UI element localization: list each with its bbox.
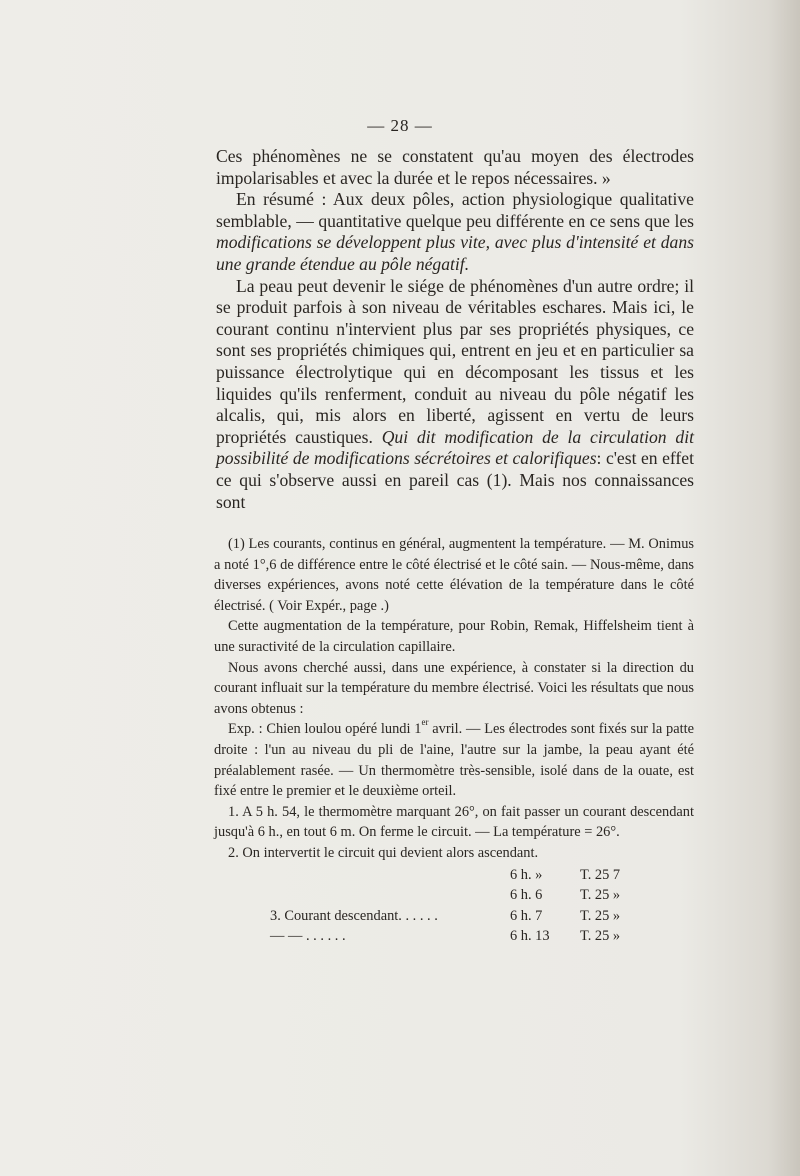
footnote <box>214 534 694 947</box>
footnote-4-end: avril. — Les électrodes sont fixés sur la patte droite : l'un au niveau du pli de l'aine, l'autre sur la jambe, la peau ayant été préalablement rasée. — Un thermomètre très-sensible, isolé dans de la ouate, est fixé entre le premier et le deuxième orteil. <box>214 721 694 800</box>
paragraph-3-text: La peau peut devenir le siége de phénomènes d'un autre ordre; il se produit parfois à son niveau de véritables eschares. Mais ici, le courant continu n'intervient plus par ses propriétés physiques, ce sont ses propriétés chimiques qui, entrent en jeu et en particulier sa puissance électrolytique qui en décomposant les tissus et les liquides qu'ils renferment, conduit au niveau du pôle négatif les alcalis, qui, mis alors en liberté, agissent en vertu de leurs propriétés caustiques. <box>216 275 694 447</box>
footnote-1: (1) Les courants, continus en général, augmentent la température. — M. Onimus a noté 1°,6 de différence entre le côté électrisé et le côté sain. — Nous-même, dans diverses expériences, avons noté cette élévation de la température dans le côté électrisé. ( Voir Expér., page .) <box>214 536 694 614</box>
footnote-2: Cette augmentation de la température, pour Robin, Remak, Hiffelsheim tient à une suractivité de la circulation capillaire. <box>214 618 694 655</box>
paragraph-2-text: En résumé : Aux deux pôles, action physiologique qualitative semblable, — quantitative quelque peu différente en ce sens que les <box>216 189 694 231</box>
footnote-4 <box>214 719 694 801</box>
paragraph-2-italic: modifications se développent plus vite, avec plus d'intensité et dans une grande étendue au pôle négatif. <box>216 232 694 274</box>
table-row-time: 6 h. 7 <box>510 907 543 924</box>
table-row-time: 6 h. 13 <box>510 928 550 945</box>
table-row-label: — — . . . . . . <box>270 928 346 945</box>
paragraph-3-end: : c'est en effet ce qui s'observe aussi en pareil cas (1). Mais nos connaissances sont <box>216 448 694 512</box>
footnote-5: 1. A 5 h. 54, le thermomètre marquant 26°, on fait passer un courant descendant jusqu'à 6 h., en tout 6 m. On ferme le circuit. — La température = 26°. <box>214 803 694 841</box>
page-number: — 28 — <box>367 116 433 135</box>
table-row <box>214 885 694 906</box>
table-row-temp: T. 25 » <box>580 907 621 924</box>
footnote-6: 2. On intervertit le circuit qui devient alors ascendant. <box>228 844 539 861</box>
table-row-temp: T. 25 » <box>580 928 621 945</box>
table-row <box>214 906 694 927</box>
table-row-time: 6 h. » <box>510 866 543 883</box>
table-row <box>214 865 694 886</box>
table-row-label: 3. Courant descendant. . . . . . <box>270 907 438 924</box>
footnote-3: Nous avons cherché aussi, dans une expérience, à constater si la direction du courant influait sur la température du membre électrisé. Voici les résultats que nous avons obtenus : <box>214 659 694 717</box>
footnote-4-start: Exp. : Chien loulou opéré lundi 1 <box>228 721 422 738</box>
paragraph-2 <box>216 189 694 275</box>
paragraph-1: Ces phénomènes ne se constatent qu'au moyen des électrodes impolarisables et avec la durée et le repos nécessaires. » <box>216 146 694 188</box>
table-row-time: 6 h. 6 <box>510 887 543 904</box>
footnote-4-sup: er <box>421 717 429 728</box>
table-row-temp: T. 25 » <box>580 887 621 904</box>
paragraph-3-italic: Qui dit modification de la circulation dit possibilité de modifications sécrétoires et calorifiques <box>216 426 694 469</box>
temperature-table <box>214 865 694 947</box>
table-row <box>214 926 694 947</box>
paragraph-3 <box>216 276 694 514</box>
main-text <box>216 146 694 513</box>
table-row-temp: T. 25 7 <box>580 866 621 883</box>
